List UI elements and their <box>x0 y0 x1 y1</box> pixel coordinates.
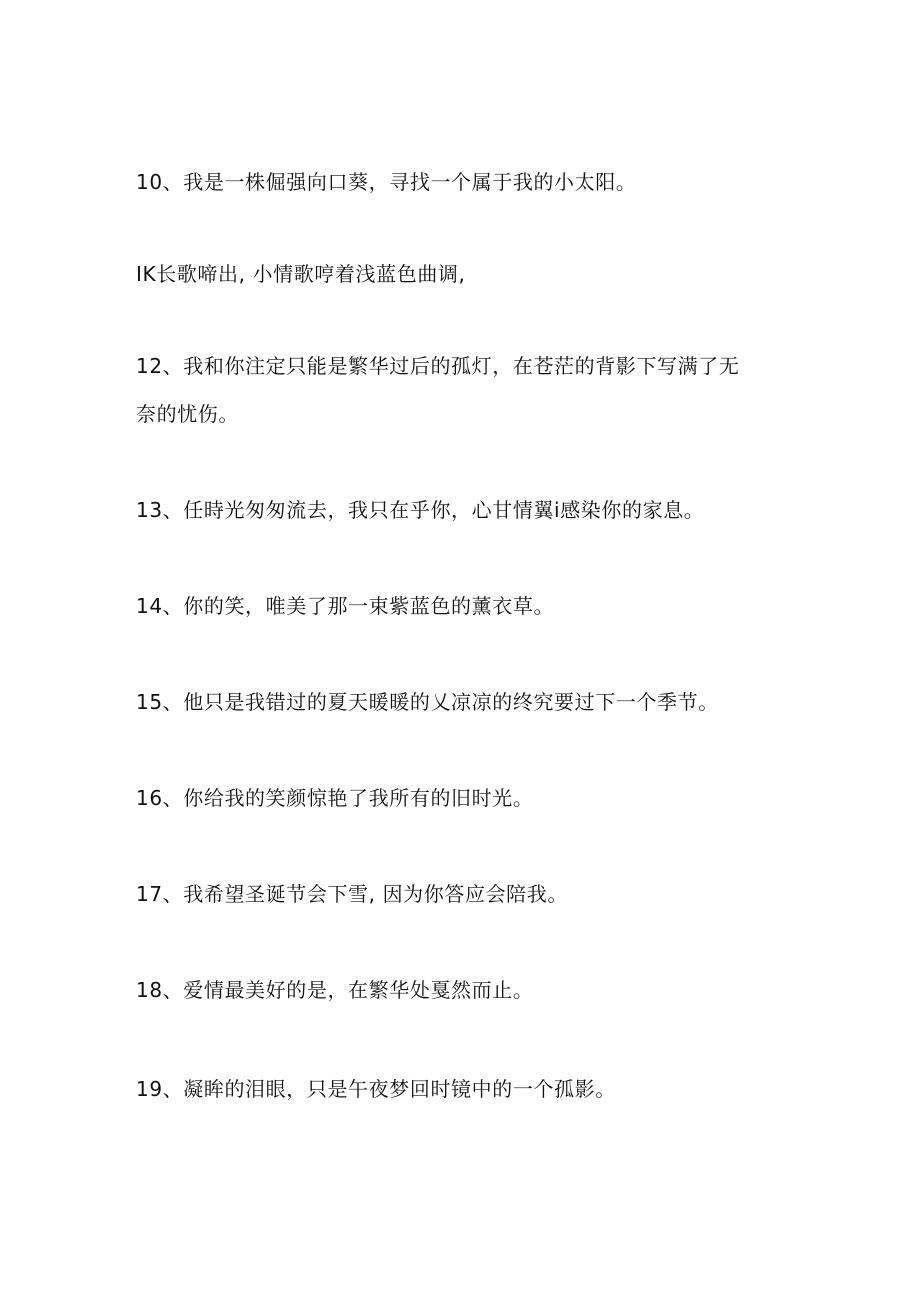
text-line-13: 13、任時光匆匆流去，我只在乎你，心甘情翼i感染你的家息。 <box>136 498 705 522</box>
text-line-19: 19、凝眸的泪眼，只是午夜梦回时镜中的一个孤影。 <box>136 1077 616 1101</box>
text-line-12: 12、我和你注定只能是繁华过后的孤灯，在苍茫的背影下写满了无 <box>136 354 740 378</box>
text-line-12-continued: 奈的忧伤。 <box>136 402 239 426</box>
text-line-15: 15、他只是我错过的夏天暖暖的乂凉凉的终究要过下一个季节。 <box>136 690 719 714</box>
text-line-18: 18、爱情最美好的是，在繁华处戛然而止。 <box>136 978 534 1002</box>
text-line-17: 17、我希望圣诞节会下雪, 因为你答应会陪我。 <box>136 882 568 906</box>
text-line-10: 10、我是一株倔强向口葵，寻找一个属于我的小太阳。 <box>136 170 637 194</box>
text-line-11: IK长歌啼出, 小情歌哼着浅蓝色曲调, <box>136 262 466 286</box>
text-line-16: 16、你给我的笑颜惊艳了我所有的旧时光。 <box>136 786 534 810</box>
text-line-14: 14、你的笑，唯美了那一束紫蓝色的薰衣草。 <box>136 594 555 618</box>
